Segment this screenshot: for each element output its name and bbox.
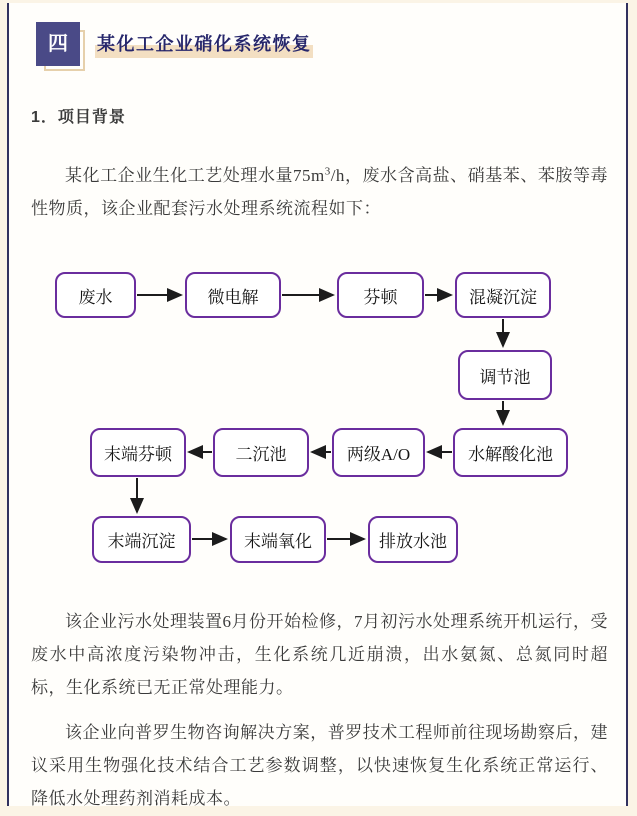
flow-node-secondary-sedimentation: 二沉池 [213, 428, 309, 477]
paragraph-system-status: 该企业污水处理装置6月份开始检修，7月初污水处理系统开机运行，受废水中高浓度污染物冲击，生化系统几近崩溃，出水氨氮、总氮同时超标，生化系统已无正常处理能力。 [31, 612, 608, 697]
superscript-3: 3 [324, 165, 331, 178]
flow-node-coagulation-sedimentation: 混凝沉淀 [455, 272, 551, 318]
flow-node-two-stage-ao: 两级A/O [332, 428, 425, 477]
flow-node-regulating-tank: 调节池 [458, 350, 552, 400]
flow-node-terminal-fenton: 末端芬顿 [90, 428, 186, 477]
flow-node-hydrolysis-acidification: 水解酸化池 [453, 428, 568, 477]
flow-node-terminal-oxidation: 末端氧化 [230, 516, 326, 563]
section-heading: 1．项目背景 [31, 109, 126, 126]
flow-node-micro-electrolysis: 微电解 [185, 272, 281, 318]
flow-node-terminal-sedimentation: 末端沉淀 [92, 516, 191, 563]
paragraph-intro [31, 159, 608, 225]
chapter-number-badge: 四 [36, 22, 80, 66]
flow-node-discharge-tank: 排放水池 [368, 516, 458, 563]
paragraph-solution: 该企业向普罗生物咨询解决方案，普罗技术工程师前往现场勘察后，建议采用生物强化技术结合工艺参数调整，以快速恢复生化系统正常运行、降低水处理药剂消耗成本。 [31, 723, 608, 808]
flow-node-wastewater: 废水 [55, 272, 136, 318]
paragraph-intro-pre: 某化工企业生化工艺处理水量75m [65, 166, 325, 185]
flow-node-fenton: 芬顿 [337, 272, 424, 318]
chapter-title: 某化工企业硝化系统恢复 [97, 34, 312, 54]
paragraph-intro-post: /h，废水含高盐、硝基苯、苯胺等毒性物质，该企业配套污水处理系统流程如下： [31, 166, 608, 218]
